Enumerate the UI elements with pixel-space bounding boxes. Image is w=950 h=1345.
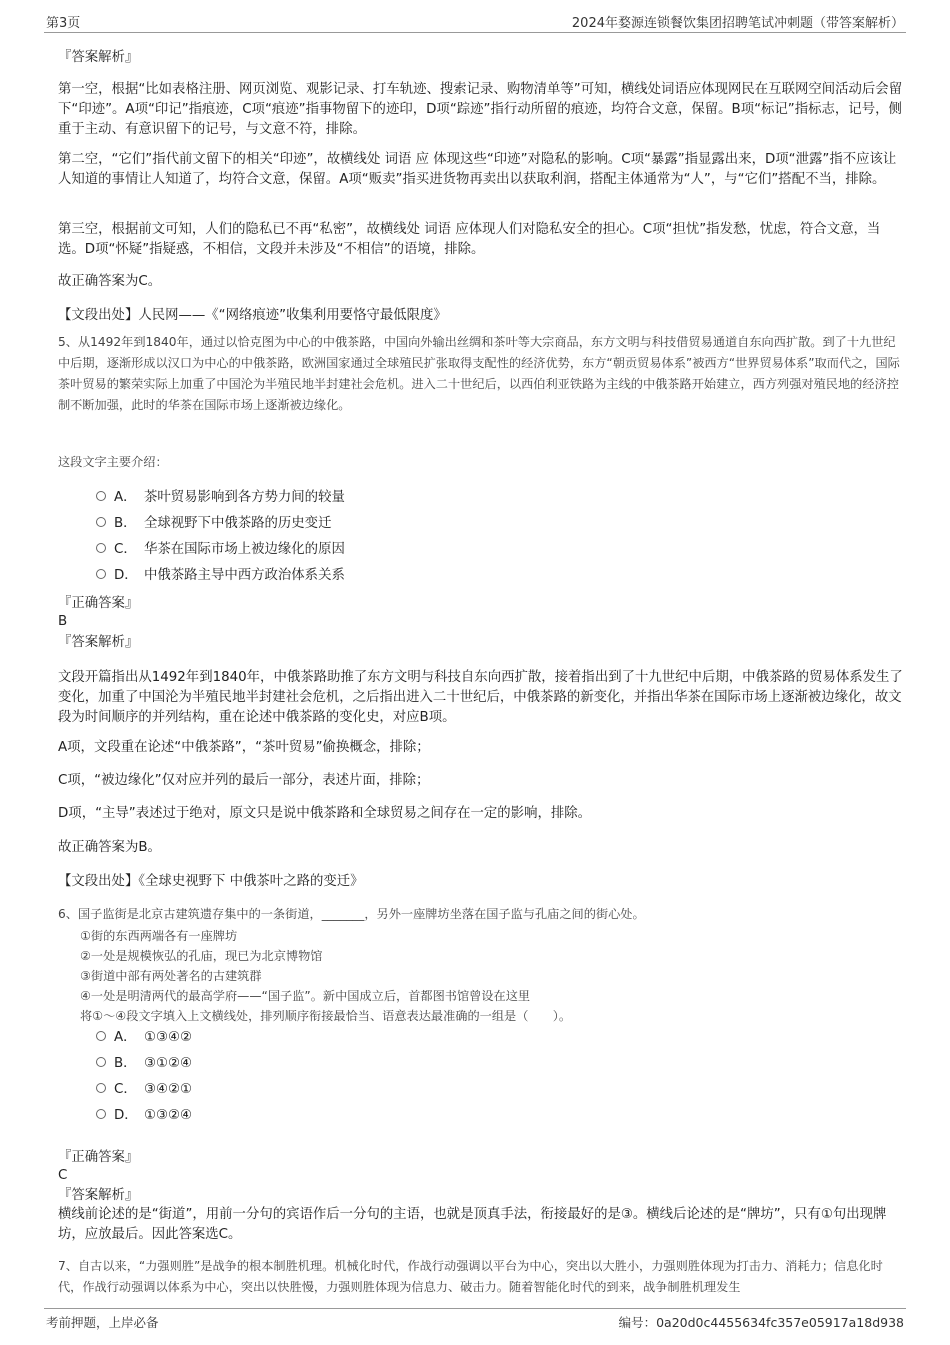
option-letter: C．	[114, 1082, 137, 1097]
footer-code-value: 0a20d0c4455634fc357e05917a18d938	[656, 1315, 904, 1330]
q4-analysis-para-3: 第三空，根据前文可知，人们的隐私已不再“私密”，故横线处 词语 应体现人们对隐私安全的担心。C项“担忧”指发愁，忧虑，符合文意，当选。D项“怀疑”指疑惑，不相信，文段并未涉及“不相信”的语境，排除。	[58, 222, 881, 257]
option-text: 全球视野下中俄茶路的历史变迁	[144, 516, 332, 531]
radio-icon[interactable]	[96, 1109, 106, 1119]
footer-divider	[44, 1308, 906, 1309]
option-text: ③①②④	[144, 1056, 193, 1071]
q4-analysis-para-1: 第一空，根据“比如表格注册、网页浏览、观影记录、打车轨迹、搜索记录、购物清单等”可知，横线处词语应体现网民在互联网空间活动后会留下“印迹”。A项“印记”指痕迹，C项“痕迹”指事物留下的迹印，D项“踪迹”指行动所留的痕迹，均符合文意，保留。B项“标记”指标志，记号，侧重于主动、有意识留下的记号，与文意不符，排除。	[58, 82, 903, 137]
q5-option-b[interactable]	[96, 514, 331, 534]
q6-instruction: 将①～④段文字填入上文横线处，排列顺序衔接最恰当、语意表达最准确的一组是（ ）。	[80, 1009, 572, 1023]
option-text: ③④②①	[144, 1082, 193, 1097]
page-number: 第3页	[46, 16, 81, 31]
radio-icon[interactable]	[96, 1057, 106, 1067]
option-letter: C．	[114, 542, 137, 557]
option-text: ①③②④	[144, 1108, 193, 1123]
q5-answer: B	[58, 614, 68, 629]
option-text: 茶叶贸易影响到各方势力间的较量	[144, 490, 345, 505]
q6-analysis-label: 『答案解析』	[58, 1188, 139, 1203]
radio-icon[interactable]	[96, 517, 106, 527]
q5-analysis-para-2: A项，文段重在论述“中俄茶路”，“茶叶贸易”偷换概念，排除；	[58, 740, 430, 755]
q4-analysis-label: 『答案解析』	[58, 50, 139, 65]
q6-stem: 6、国子监街是北京古建筑遗存集中的一条街道，_______，另外一座牌坊坐落在国子监与孔庙之间的街心处。	[58, 907, 645, 921]
q6-answer: C	[58, 1168, 68, 1183]
q5-analysis-label: 『答案解析』	[58, 635, 139, 650]
q5-conclusion: 故正确答案为B。	[58, 840, 161, 855]
option-letter: A．	[114, 490, 137, 505]
option-letter: A．	[114, 1030, 137, 1045]
radio-icon[interactable]	[96, 1031, 106, 1041]
option-text: ①③④②	[144, 1030, 193, 1045]
option-text: 华茶在国际市场上被边缘化的原因	[144, 542, 345, 557]
q5-prompt: 这段文字主要介绍：	[58, 455, 168, 469]
document-title: 2024年婺源连锁餐饮集团招聘笔试冲刺题（带答案解析）	[571, 16, 904, 31]
option-letter: B．	[114, 516, 137, 531]
radio-icon[interactable]	[96, 491, 106, 501]
option-letter: B．	[114, 1056, 137, 1071]
q5-analysis-para-3: C项，“被边缘化”仅对应并列的最后一部分，表述片面，排除；	[58, 773, 430, 788]
q6-option-c[interactable]	[96, 1080, 192, 1100]
q6-item-3: ③街道中部有两处著名的古建筑群	[80, 969, 262, 983]
option-text: 中俄茶路主导中西方政治体系关系	[144, 568, 345, 583]
q6-answer-label: 『正确答案』	[58, 1150, 139, 1165]
q4-source: 【文段出处】人民网——《“网络痕迹”收集利用要恪守最低限度》	[58, 308, 447, 323]
footer-code	[619, 1313, 904, 1331]
q4-conclusion: 故正确答案为C。	[58, 274, 162, 289]
header-divider	[44, 32, 906, 33]
q6-item-2: ②一处是规模恢弘的孔庙，现已为北京博物馆	[80, 949, 323, 963]
radio-icon[interactable]	[96, 543, 106, 553]
q5-analysis-para-4: D项，“主导”表述过于绝对，原文只是说中俄茶路和全球贸易之间存在一定的影响，排除。	[58, 806, 592, 821]
q5-option-d[interactable]	[96, 566, 345, 586]
q6-option-d[interactable]	[96, 1106, 192, 1126]
q5-option-c[interactable]	[96, 540, 345, 560]
radio-icon[interactable]	[96, 1083, 106, 1093]
radio-icon[interactable]	[96, 569, 106, 579]
q5-option-a[interactable]	[96, 488, 345, 508]
q7-stem: 7、自古以来，“力强则胜”是战争的根本制胜机理。机械化时代，作战行动强调以平台为中心，突出以大胜小，力强则胜体现为打击力、消耗力；信息化时代，作战行动强调以体系为中心，突出以快胜慢，力强则胜体现为信息力、破击力。随着智能化时代的到来，战争制胜机理发生	[58, 1259, 883, 1294]
footer-slogan: 考前押题，上岸必备	[46, 1315, 159, 1330]
q5-source: 【文段出处】《全球史视野下 中俄茶叶之路的变迁》	[58, 874, 364, 889]
option-letter: D．	[114, 568, 138, 583]
q5-answer-label: 『正确答案』	[58, 596, 139, 611]
q5-stem: 5、从1492年到1840年，通过以恰克图为中心的中俄茶路，中国向外输出丝绸和茶叶等大宗商品，东方文明与科技借贸易通道自东向西扩散。到了十九世纪中后期，逐渐形成以汉口为中心的中俄茶路，欧洲国家通过全球殖民扩张取得支配性的经济优势，东方“朝贡贸易体系”被西方“世界贸易体系”取而代之，国际茶叶贸易的繁荣实际上加重了中国沦为半殖民地半封建社会危机。进入二十世纪后，以西伯利亚铁路为主线的中俄茶路开始建立，西方列强对殖民地的经济控制不断加强，此时的华茶在国际市场上逐渐被边缘化。	[58, 335, 900, 412]
q6-option-a[interactable]	[96, 1028, 192, 1048]
option-letter: D．	[114, 1108, 138, 1123]
q4-analysis-para-2: 第二空，“它们”指代前文留下的相关“印迹”，故横线处 词语 应 体现这些“印迹”对隐私的影响。C项“暴露”指显露出来，D项“泄露”指不应该让人知道的事情让人知道了，均符合文意，保留。A项“贩卖”指买进货物再卖出以获取利润，搭配主体通常为“人”，与“它们”搭配不当，排除。	[58, 152, 897, 187]
q6-item-4: ④一处是明清两代的最高学府——“国子监”。新中国成立后，首都图书馆曾设在这里	[80, 989, 531, 1003]
q6-analysis: 横线前论述的是“街道”，用前一分句的宾语作后一分句的主语，也就是顶真手法，衔接最好的是③。横线后论述的是“牌坊”，只有①句出现牌坊，应放最后。因此答案选C。	[58, 1207, 887, 1242]
q6-item-1: ①街的东西两端各有一座牌坊	[80, 929, 238, 943]
footer-code-label: 编号：	[618, 1315, 657, 1330]
q5-analysis-para-1: 文段开篇指出从1492年到1840年，中俄茶路助推了东方文明与科技自东向西扩散，接着指出到了十九世纪中后期，中俄茶路的贸易体系发生了变化，加重了中国沦为半殖民地半封建社会危机，之后指出进入二十世纪后，中俄茶路的新变化，并指出华茶在国际市场上逐渐被边缘化，故文段为时间顺序的并列结构，重在论述中俄茶路的变化史，对应B项。	[58, 670, 903, 725]
q6-option-b[interactable]	[96, 1054, 192, 1074]
